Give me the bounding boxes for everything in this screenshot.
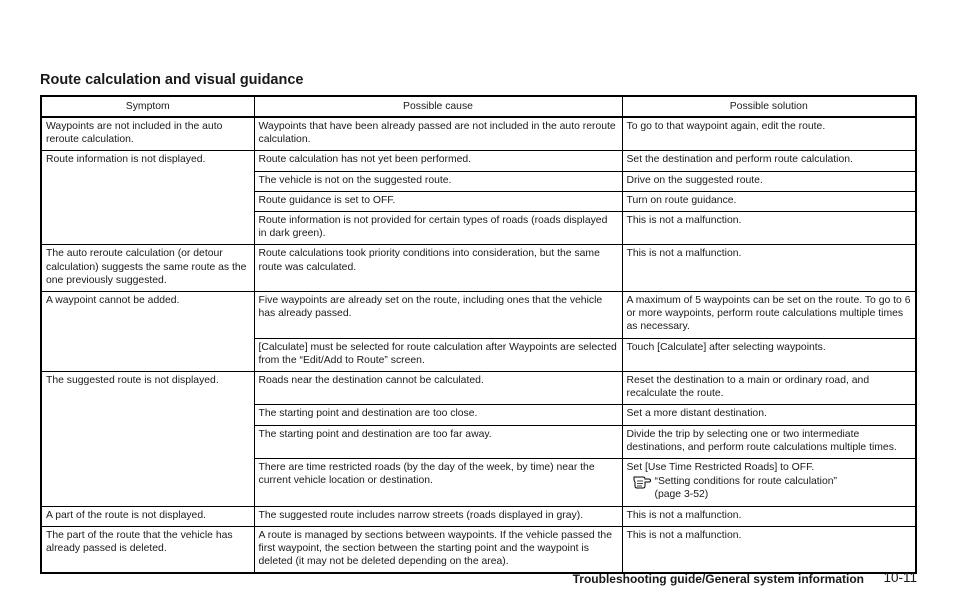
table-row <box>41 526 916 573</box>
section-title: Route calculation and visual guidance <box>40 72 304 88</box>
cause-cell: There are time restricted roads (by the day of the week, by time) near the current vehicle location or destination. <box>254 459 622 507</box>
solution-cell: A maximum of 5 waypoints can be set on the route. To go to 6 or more waypoints, perform route calculations multiple times as necessary. <box>622 292 916 339</box>
cause-cell: The vehicle is not on the suggested route. <box>254 171 622 191</box>
symptom-cell: The auto reroute calculation (or detour calculation) suggests the same route as the one previously suggested. <box>41 245 254 292</box>
table-header-row <box>41 96 916 117</box>
symptom-cell: The part of the route that the vehicle has already passed is deleted. <box>41 526 254 573</box>
solution-cell: Set a more distant destination. <box>622 405 916 425</box>
solution-cell: Turn on route guidance. <box>622 191 916 211</box>
solution-cell: This is not a malfunction. <box>622 212 916 245</box>
footer-title: Troubleshooting guide/General system information <box>572 572 864 586</box>
solution-cell: Divide the trip by selecting one or two intermediate destinations, and perform route calculations multiple times. <box>622 425 916 458</box>
table-row <box>41 151 916 171</box>
symptom-cell: Waypoints are not included in the auto reroute calculation. <box>41 117 254 151</box>
reference-title[interactable]: “Setting conditions for route calculation” <box>654 476 838 488</box>
cause-cell: Five waypoints are already set on the route, including ones that the vehicle has already passed. <box>254 292 622 339</box>
solution-cell: This is not a malfunction. <box>622 245 916 292</box>
table-row <box>41 117 916 151</box>
reference-page[interactable]: (page 3-52) <box>654 489 709 501</box>
cause-cell: The starting point and destination are too close. <box>254 405 622 425</box>
solution-cell: Reset the destination to a main or ordinary road, and recalculate the route. <box>622 372 916 405</box>
solution-cell: To go to that waypoint again, edit the route. <box>622 117 916 151</box>
solution-cell: Touch [Calculate] after selecting waypoints. <box>622 338 916 371</box>
solution-cell: This is not a malfunction. <box>622 526 916 573</box>
header-possible-solution: Possible solution <box>622 96 916 117</box>
header-symptom: Symptom <box>41 96 254 117</box>
cause-cell: [Calculate] must be selected for route calculation after Waypoints are selected from the “Edit/Add to Route” screen. <box>254 338 622 371</box>
solution-cell <box>622 459 916 507</box>
table-row <box>41 506 916 526</box>
cause-cell: Route information is not provided for certain types of roads (roads displayed in dark green). <box>254 212 622 245</box>
symptom-cell: A waypoint cannot be added. <box>41 292 254 372</box>
symptom-cell: Route information is not displayed. <box>41 151 254 245</box>
troubleshooting-table <box>40 95 917 574</box>
solution-cell: This is not a malfunction. <box>622 506 916 526</box>
solution-cell: Set the destination and perform route calculation. <box>622 151 916 171</box>
solution-cell: Drive on the suggested route. <box>622 171 916 191</box>
cause-cell: Route calculations took priority conditions into consideration, but the same route was calculated. <box>254 245 622 292</box>
header-possible-cause: Possible cause <box>254 96 622 117</box>
table-row <box>41 372 916 405</box>
cause-cell: Waypoints that have been already passed are not included in the auto reroute calculation. <box>254 117 622 151</box>
page-reference <box>627 475 912 501</box>
table-row <box>41 245 916 292</box>
cause-cell: Roads near the destination cannot be calculated. <box>254 372 622 405</box>
page-number: 10-11 <box>883 570 917 585</box>
cause-cell: A route is managed by sections between waypoints. If the vehicle passed the first waypoint, the section between the starting point and the waypoint is deleted (it may not be deleted depending on the area). <box>254 526 622 573</box>
cause-cell: Route guidance is set to OFF. <box>254 191 622 211</box>
symptom-cell: The suggested route is not displayed. <box>41 372 254 507</box>
solution-text: Set [Use Time Restricted Roads] to OFF. <box>626 462 815 474</box>
pointing-hand-icon <box>633 475 651 489</box>
table-row <box>41 292 916 339</box>
cause-cell: Route calculation has not yet been performed. <box>254 151 622 171</box>
cause-cell: The starting point and destination are too far away. <box>254 425 622 458</box>
reference-text-wrap <box>655 475 838 501</box>
cause-cell: The suggested route includes narrow streets (roads displayed in gray). <box>254 506 622 526</box>
symptom-cell: A part of the route is not displayed. <box>41 506 254 526</box>
